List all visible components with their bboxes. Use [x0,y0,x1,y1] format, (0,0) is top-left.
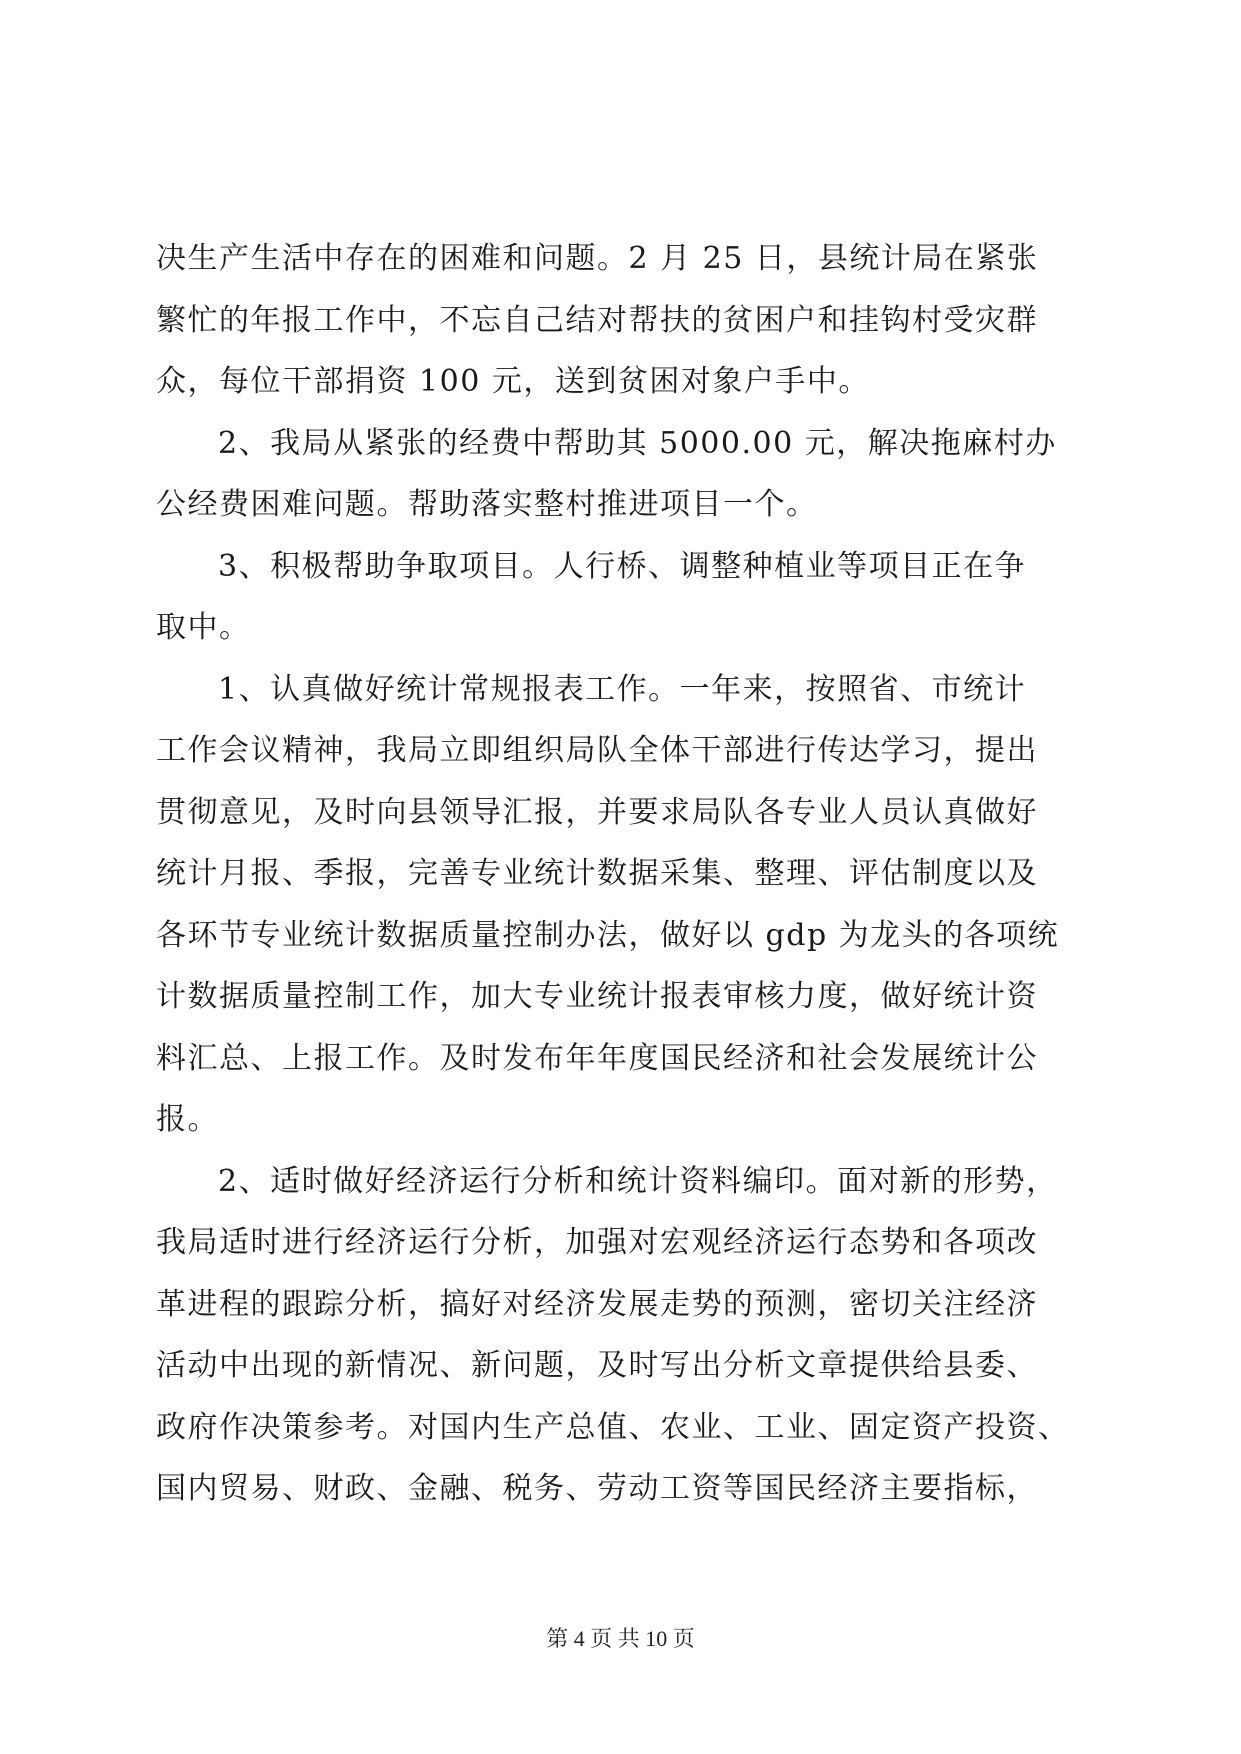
text-line: 我局适时进行经济运行分析，加强对宏观经济运行态势和各项改 [156,1225,1038,1260]
text-line: 各环节专业统计数据质量控制办法，做好以 gdp 为龙头的各项统 [156,917,1060,953]
text-line: 报。 [156,1102,219,1137]
text-line: 统计月报、季报，完善专业统计数据采集、整理、评估制度以及 [156,856,1038,891]
text-line: 工作会议精神，我局立即组织局队全体干部进行传达学习，提出 [156,733,1038,768]
page-footer: 第 4 页 共 10 页 [546,1626,695,1651]
text-line: 决生产生活中存在的困难和问题。2 月 25 日，县统计局在紧张 [156,241,1039,276]
text-line: 贯彻意见，及时向县领导汇报，并要求局队各专业人员认真做好 [156,794,1038,830]
text-line: 2、适时做好经济运行分析和统计资料编印。面对新的形势， [218,1163,1058,1199]
text-line: 取中。 [156,610,251,645]
text-line: 繁忙的年报工作中，不忘自己结对帮扶的贫困户和挂钩村受灾群 [156,302,1038,338]
text-line: 革进程的跟踪分析，搞好对经济发展走势的预测，密切关注经济 [156,1286,1038,1322]
text-line: 政府作决策参考。对国内生产总值、农业、工业、固定资产投资、 [156,1409,1070,1445]
text-line: 计数据质量控制工作，加大专业统计报表审核力度，做好统计资 [156,979,1038,1014]
text-line: 公经费困难问题。帮助落实整村推进项目一个。 [156,487,818,522]
text-line: 1、认真做好统计常规报表工作。一年来，按照省、市统计 [218,671,1027,707]
document-body [156,228,1096,1520]
text-line: 活动中出现的新情况、新问题，及时写出分析文章提供给县委、 [156,1348,1038,1383]
text-line: 2、我局从紧张的经费中帮助其 5000.00 元，解决拖麻村办 [218,425,1057,461]
text-line: 料汇总、上报工作。及时发布年年度国民经济和社会发展统计公 [156,1040,1038,1076]
text-line: 3、积极帮助争取项目。人行桥、调整种植业等项目正在争 [218,548,1027,584]
text-line: 众，每位干部捐资 100 元，送到贫困对象户手中。 [156,364,870,399]
text-line: 国内贸易、财政、金融、税务、劳动工资等国民经济主要指标， [156,1471,1038,1506]
